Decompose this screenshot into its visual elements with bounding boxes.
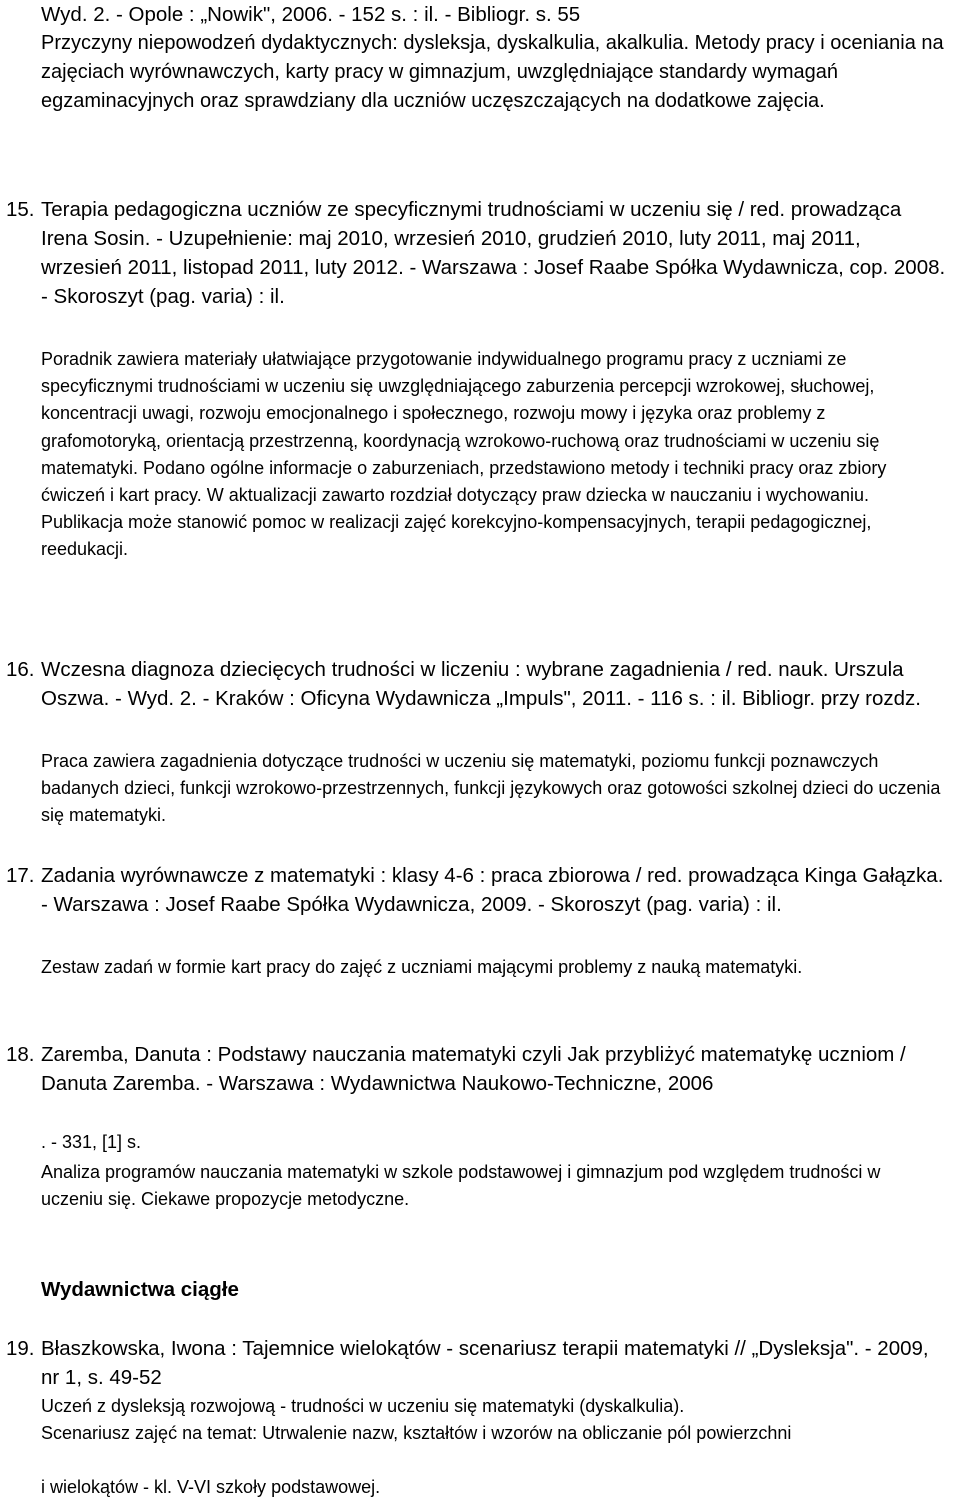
item-citation: Wczesna diagnoza dziecięcych trudności w liczeniu : wybrane zagadnienia / red. nauk. Urszula Oszwa. - Wyd. 2. - Kraków : Oficyna Wydawnicza „Impuls", 2011. - 116 s. : il. Bibliogr. przy rozdz.: [41, 658, 921, 710]
item-citation: Błaszkowska, Iwona : Tajemnice wielokątów - scenariusz terapii matematyki // „Dysleksja". - 2009, nr 1, s. 49-52: [41, 1337, 929, 1389]
item-number: 19.: [6, 1337, 35, 1360]
intro-citation: Wyd. 2. - Opole : „Nowik", 2006. - 152 s. : il. - Bibliogr. s. 55: [41, 3, 581, 26]
item-description-line-1: Uczeń z dysleksją rozwojową - trudności w uczeniu się matematyki (dyskalkulia).: [41, 1396, 685, 1416]
item-number: 16.: [6, 658, 35, 681]
item-description-line-3: i wielokątów - kl. V-VI szkoły podstawowej.: [41, 1477, 381, 1497]
item-number: 17.: [6, 864, 35, 887]
item-description: Praca zawiera zagadnienia dotyczące trudności w uczeniu się matematyki, poziomu funkcji poznawczych badanych dzieci, funkcji wzrokowo-przestrzennych, funkcji językowych oraz gotowości szkolnej dzieci do uczenia się matematyki.: [41, 751, 941, 825]
section-heading: Wydawnictwa ciągłe: [41, 1278, 239, 1301]
item-citation: Zadania wyrównawcze z matematyki : klasy 4-6 : praca zbiorowa / red. prowadząca Kinga Gałązka. - Warszawa : Josef Raabe Spółka Wydawnicza, 2009. - Skoroszyt (pag. varia) : il.: [41, 864, 944, 916]
intro-description: Przyczyny niepowodzeń dydaktycznych: dysleksja, dyskalkulia, akalkulia. Metody pracy i oceniania na zajęciach wyrównawczych, karty pracy w gimnazjum, uwzględniające standardy wymagań egzaminacyjnych oraz sprawdziany dla uczniów uczęszczających na dodatkowe zajęcia.: [41, 32, 944, 112]
item-citation: Zaremba, Danuta : Podstawy nauczania matematyki czyli Jak przybliżyć matematykę uczniom / Danuta Zaremba. - Warszawa : Wydawnictwa Naukowo-Techniczne, 2006: [41, 1043, 906, 1095]
item-description: Analiza programów nauczania matematyki w szkole podstawowej i gimnazjum pod względem trudności w uczeniu się. Ciekawe propozycje metodyczne.: [41, 1162, 881, 1209]
item-number: 15.: [6, 198, 35, 221]
item-citation-continuation: . - 331, [1] s.: [41, 1132, 142, 1152]
item-description: Poradnik zawiera materiały ułatwiające przygotowanie indywidualnego programu pracy z uczniami ze specyficznymi trudnościami w uczeniu się uwzględniającego zaburzenia percepcji wzrokowej, słuchowej, koncentracji uwagi, rozwoju emocjonalnego i społecznego, rozwoju mowy i języka oraz problemy z grafomotoryką, orientacją przestrzenną, koordynacją wzrokowo-ruchową oraz trudnościami w uczeniu się matematyki. Podano ogólne informacje o zaburzeniach, przedstawiono metody i techniki pracy oraz zbiory ćwiczeń i kart pracy. W aktualizacji zawarto rozdział dotyczący praw dziecka w nauczaniu i wychowaniu. Publikacja może stanowić pomoc w realizacji zajęć korekcyjno-kompensacyjnych, terapii pedagogicznej, reedukacji.: [41, 349, 887, 560]
item-citation: Terapia pedagogiczna uczniów ze specyficznymi trudnościami w uczeniu się / red. prowadząca Irena Sosin. - Uzupełnienie: maj 2010, wrzesień 2010, grudzień 2010, luty 2011, maj 2011, wrzesień 2011, listopad 2011, luty 2012. - Warszawa : Josef Raabe Spółka Wydawnicza, cop. 2008. - Skoroszyt (pag. varia) : il.: [41, 198, 946, 308]
item-number: 18.: [6, 1043, 35, 1066]
item-description-line-2: Scenariusz zajęć na temat: Utrwalenie nazw, kształtów i wzorów na obliczanie pól powierzchni: [41, 1423, 792, 1443]
item-description: Zestaw zadań w formie kart pracy do zajęć z uczniami mającymi problemy z nauką matematyki.: [41, 957, 803, 977]
